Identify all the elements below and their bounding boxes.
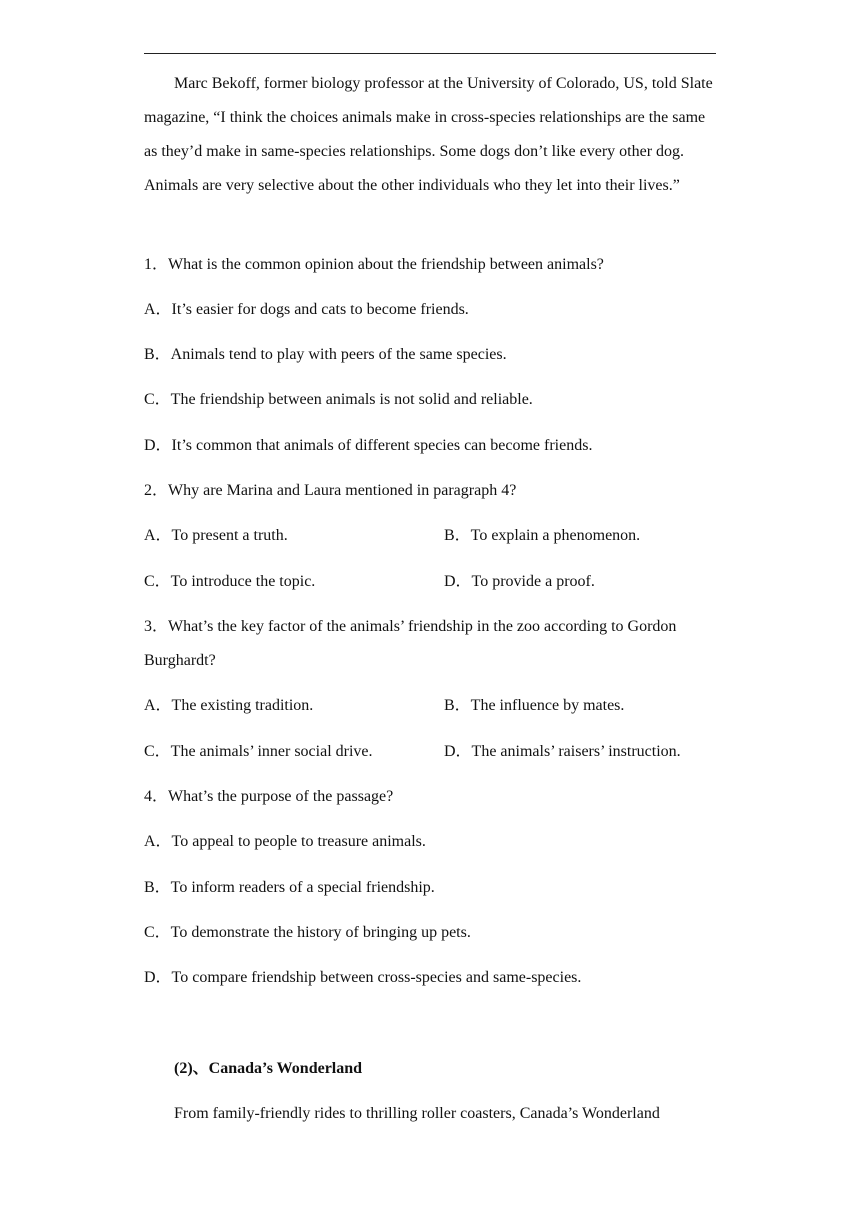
question-2-option-d: D．To provide a proof. xyxy=(444,573,595,590)
question-4-option-b: B．To inform readers of a special friendship. xyxy=(144,879,435,896)
question-2-option-a: A．To present a truth. xyxy=(144,527,288,544)
question-4-option-c: C．To demonstrate the history of bringing up pets. xyxy=(144,924,471,941)
question-1-option-c: C．The friendship between animals is not solid and reliable. xyxy=(144,391,533,408)
question-1-stem: 1．What is the common opinion about the friendship between animals? xyxy=(144,256,604,273)
question-3-stem: 3．What’s the key factor of the animals’ friendship in the zoo according to Gordon Burghardt? xyxy=(144,618,677,669)
question-1-option-a: A．It’s easier for dogs and cats to become friends. xyxy=(144,301,469,318)
question-3-option-b: B．The influence by mates. xyxy=(444,697,625,714)
question-3-option-a: A．The existing tradition. xyxy=(144,697,314,714)
question-2-stem: 2．Why are Marina and Laura mentioned in paragraph 4? xyxy=(144,482,517,499)
header-rule xyxy=(144,53,716,54)
question-1-option-b: B．Animals tend to play with peers of the same species. xyxy=(144,346,507,363)
question-3-option-c: C．The animals’ inner social drive. xyxy=(144,743,373,760)
question-4-option-a: A．To appeal to people to treasure animals. xyxy=(144,833,426,850)
section-2-title: (2)、Canada’s Wonderland xyxy=(174,1060,363,1077)
question-2-option-b: B．To explain a phenomenon. xyxy=(444,527,641,544)
passage-paragraph: Marc Bekoff, former biology professor at the University of Colorado, US, told Slate magazine, “I think the choices animals make in cross-species relationships are the same as they’d make in same-species relationships. Some dogs don’t like every other dog. Animals are very selective about the other individuals who they let into their lives.” xyxy=(144,75,713,194)
question-2-option-c: C．To introduce the topic. xyxy=(144,573,316,590)
section-2-first-line: From family-friendly rides to thrilling roller coasters, Canada’s Wonderland xyxy=(174,1105,660,1122)
question-1-option-d: D．It’s common that animals of different species can become friends. xyxy=(144,437,593,454)
question-4-option-d: D．To compare friendship between cross-species and same-species. xyxy=(144,969,582,986)
question-4-stem: 4．What’s the purpose of the passage? xyxy=(144,788,394,805)
question-3-option-d: D．The animals’ raisers’ instruction. xyxy=(444,743,681,760)
